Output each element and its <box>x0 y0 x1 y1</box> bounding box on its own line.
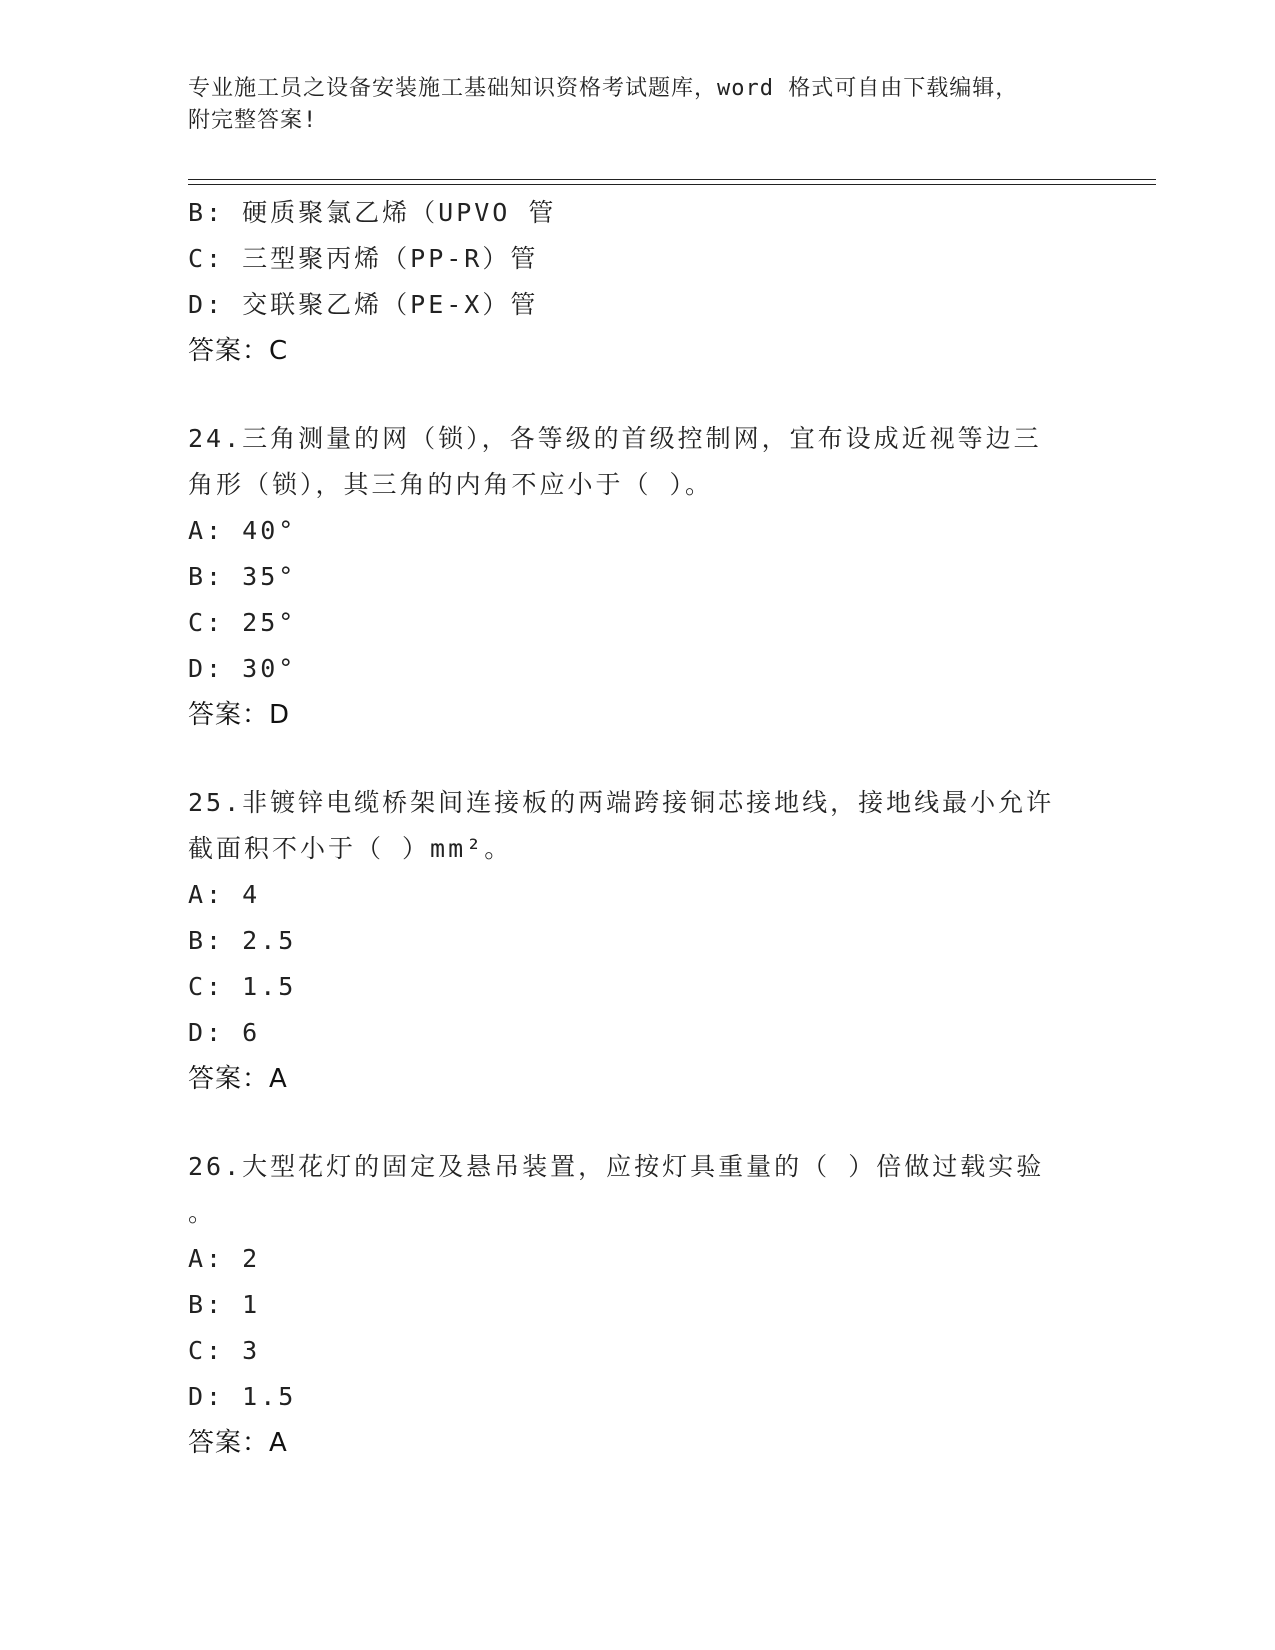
question-list <box>188 190 1088 1466</box>
option-a: A: 40° <box>188 516 297 545</box>
option-a: A: 4 <box>188 880 261 909</box>
option-c: C: 1.5 <box>188 972 297 1001</box>
question-text-line-1: 24.三角测量的网（锁），各等级的首级控制网，宜布设成近视等边三 <box>188 424 1042 453</box>
document-header <box>188 73 1088 137</box>
header-line-2: 附完整答案! <box>188 108 318 133</box>
question-text-line-1: 26.大型花灯的固定及悬吊装置，应按灯具重量的（ ）倍做过载实验 <box>188 1152 1045 1181</box>
question-partial <box>188 190 1088 374</box>
question-26 <box>188 1144 1088 1466</box>
question-text-line-1: 25.非镀锌电缆桥架间连接板的两端跨接铜芯接地线，接地线最小允许 <box>188 788 1055 817</box>
option-b: B: 硬质聚氯乙烯（UPVO 管 <box>188 198 557 227</box>
answer-line: 答案：C <box>188 336 289 366</box>
header-divider-top <box>188 179 1156 180</box>
question-text-line-2: 截面积不小于（ ）mm²。 <box>188 834 513 863</box>
answer-line: 答案：A <box>188 1428 288 1458</box>
header-divider-bottom <box>188 184 1156 185</box>
option-d: D: 6 <box>188 1018 261 1047</box>
answer-line: 答案：D <box>188 700 291 730</box>
option-d: D: 交联聚乙烯（PE-X）管 <box>188 290 539 319</box>
question-25 <box>188 780 1088 1102</box>
answer-line: 答案：A <box>188 1064 288 1094</box>
header-line-1: 专业施工员之设备安装施工基础知识资格考试题库，word 格式可自由下载编辑， <box>188 76 1019 101</box>
option-c: C: 25° <box>188 608 297 637</box>
question-text-line-2: 。 <box>188 1198 217 1227</box>
option-d: D: 1.5 <box>188 1382 297 1411</box>
option-b: B: 2.5 <box>188 926 297 955</box>
option-d: D: 30° <box>188 654 297 683</box>
question-24 <box>188 416 1088 738</box>
option-a: A: 2 <box>188 1244 261 1273</box>
option-c: C: 3 <box>188 1336 261 1365</box>
option-b: B: 1 <box>188 1290 261 1319</box>
option-c: C: 三型聚丙烯（PP-R）管 <box>188 244 539 273</box>
question-text-line-2: 角形（锁），其三角的内角不应小于（ ）。 <box>188 470 714 499</box>
option-b: B: 35° <box>188 562 297 591</box>
